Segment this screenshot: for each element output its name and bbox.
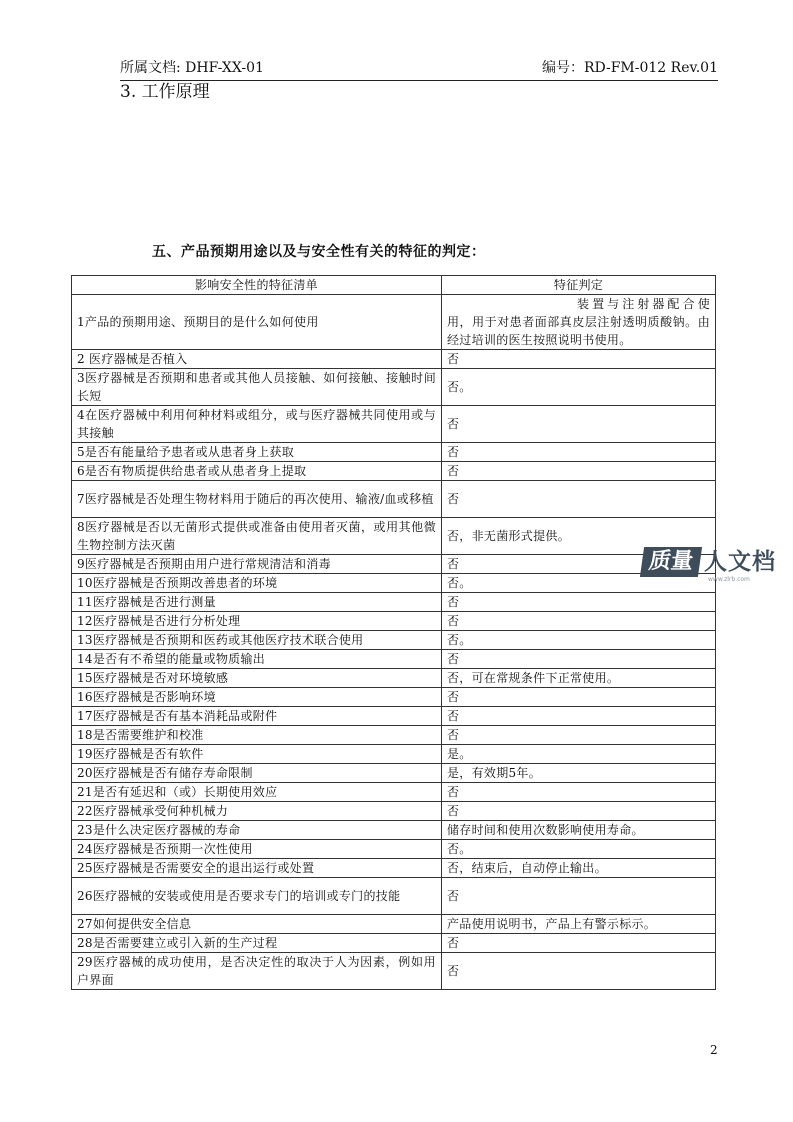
feature-cell: 20医疗器械是否有储存寿命限制 [72,764,442,783]
table-row [72,821,716,840]
judgement-cell: 装置与注射器配合使用，用于对患者面部真皮层注射透明质酸钠。由经过培训的医生按照说明书使用。 [442,295,716,350]
watermark-url: www.zlrb.com [708,576,750,583]
table-row [72,802,716,821]
feature-cell: 23是什么决定医疗器械的寿命 [72,821,442,840]
feature-cell: 27如何提供安全信息 [72,915,442,934]
table-row [72,953,716,990]
table-row [72,406,716,443]
judgement-cell: 否 [442,934,716,953]
feature-cell: 13医疗器械是否预期和医药或其他医疗技术联合使用 [72,631,442,650]
table-body [72,295,716,990]
feature-cell: 11医疗器械是否进行测量 [72,593,442,612]
feature-cell: 22医疗器械承受何种机械力 [72,802,442,821]
judgement-cell: 否，可在常规条件下正常使用。 [442,669,716,688]
judgement-cell: 否 [442,406,716,443]
feature-cell: 19医疗器械是否有软件 [72,745,442,764]
table-row [72,745,716,764]
feature-cell: 16医疗器械是否影响环境 [72,688,442,707]
table-row [72,462,716,481]
document-reference: 所属文档: DHF-XX-01 [120,60,264,76]
table-row [72,650,716,669]
feature-cell: 18是否需要维护和校准 [72,726,442,745]
judgement-cell: 否 [442,555,716,574]
feature-cell: 14是否有不希望的能量或物质输出 [72,650,442,669]
table-row [72,934,716,953]
document-number: 编号：RD-FM-012 Rev.01 [541,60,718,76]
table-row [72,574,716,593]
feature-cell: 25医疗器械是否需要安全的退出运行或处置 [72,859,442,878]
table-row [72,593,716,612]
table-row [72,631,716,650]
judgement-cell: 否 [442,443,716,462]
judgement-cell: 否 [442,650,716,669]
feature-cell: 9医疗器械是否预期由用户进行常规清洁和消毒 [72,555,442,574]
column-header-feature: 影响安全性的特征清单 [72,276,442,295]
table-row [72,295,716,350]
feature-cell: 26医疗器械的安装或使用是否要求专门的培训或专门的技能 [72,878,442,915]
judgement-cell: 否。 [442,840,716,859]
watermark-logo [640,545,785,585]
judgement-cell: 否 [442,481,716,518]
table-row [72,350,716,369]
table-row [72,783,716,802]
feature-cell: 2 医疗器械是否植入 [72,350,442,369]
table-row [72,481,716,518]
feature-cell: 7医疗器械是否处理生物材料用于随后的再次使用、输液/血或移植 [72,481,442,518]
judgement-cell: 否 [442,783,716,802]
judgement-cell: 否 [442,953,716,990]
feature-cell: 3医疗器械是否预期和患者或其他人员接触、如何接触、接触时间长短 [72,369,442,406]
judgement-cell: 否。 [442,369,716,406]
watermark-text: 人文档 [704,549,776,575]
table-row [72,688,716,707]
feature-cell: 21是否有延迟和（或）长期使用效应 [72,783,442,802]
table-row [72,878,716,915]
table-header-row [72,276,716,295]
watermark-box-text: 质量 [640,547,702,577]
table-row [72,764,716,783]
table-row [72,518,716,555]
judgement-cell: 否 [442,612,716,631]
judgement-cell: 否 [442,802,716,821]
table-heading: 五、产品预期用途以及与安全性有关的特征的判定： [152,244,486,260]
feature-cell: 17医疗器械是否有基本消耗品或附件 [72,707,442,726]
judgement-cell: 否 [442,462,716,481]
judgement-cell: 否。 [442,574,716,593]
table-row [72,369,716,406]
judgement-cell: 是。 [442,745,716,764]
judgement-cell: 是，有效期5年。 [442,764,716,783]
feature-cell: 12医疗器械是否进行分析处理 [72,612,442,631]
table-row [72,443,716,462]
judgement-cell: 否，非无菌形式提供。 [442,518,716,555]
judgement-cell: 否 [442,688,716,707]
feature-cell: 4在医疗器械中利用何种材料或组分，或与医疗器械共同使用或与其接触 [72,406,442,443]
feature-cell: 15医疗器械是否对环境敏感 [72,669,442,688]
judgement-cell: 否 [442,707,716,726]
table-row [72,915,716,934]
judgement-cell: 储存时间和使用次数影响使用寿命。 [442,821,716,840]
judgement-cell: 否 [442,350,716,369]
page-header [120,58,718,81]
judgement-cell: 否，结束后，自动停止输出。 [442,859,716,878]
safety-feature-table [71,275,716,990]
table-row [72,555,716,574]
feature-cell: 29医疗器械的成功使用，是否决定性的取决于人为因素，例如用户界面 [72,953,442,990]
judgement-cell: 否 [442,878,716,915]
feature-cell: 1产品的预期用途、预期目的是什么如何使用 [72,295,442,350]
feature-cell: 24医疗器械是否预期一次性使用 [72,840,442,859]
feature-cell: 10医疗器械是否预期改善患者的环境 [72,574,442,593]
page-number: 2 [710,1043,718,1057]
table-row [72,669,716,688]
table-row [72,726,716,745]
table-row [72,859,716,878]
table-row [72,707,716,726]
column-header-judgement: 特征判定 [442,276,716,295]
feature-cell: 28是否需要建立或引入新的生产过程 [72,934,442,953]
judgement-cell: 否。 [442,631,716,650]
table-row [72,840,716,859]
judgement-cell: 否 [442,726,716,745]
table-row [72,612,716,631]
feature-cell: 6是否有物质提供给患者或从患者身上提取 [72,462,442,481]
section-title: 3. 工作原理 [120,82,210,102]
feature-cell: 8医疗器械是否以无菌形式提供或准备由使用者灭菌，或用其他微生物控制方法灭菌 [72,518,442,555]
feature-cell: 5是否有能量给予患者或从患者身上获取 [72,443,442,462]
judgement-cell: 否 [442,593,716,612]
judgement-cell: 产品使用说明书，产品上有警示标示。 [442,915,716,934]
